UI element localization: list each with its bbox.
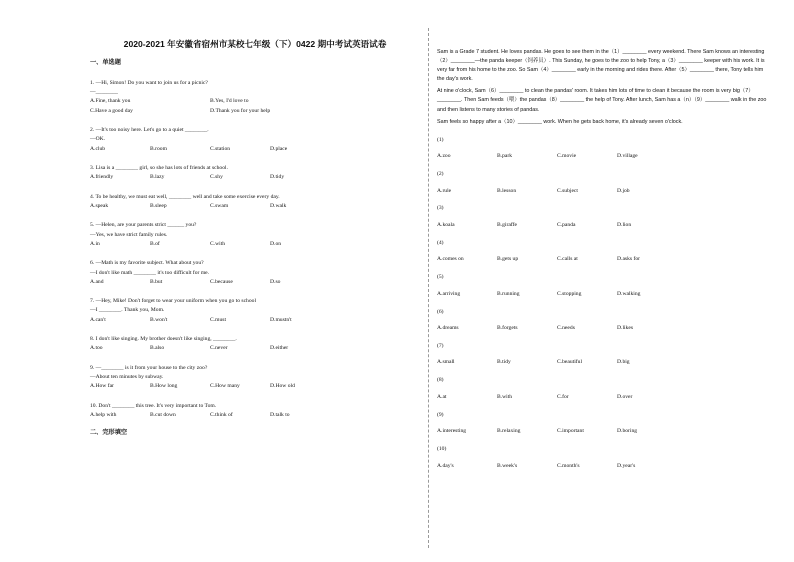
right-column bbox=[437, 48, 767, 471]
answer-option: C.subject bbox=[557, 187, 578, 194]
answer-option: B.relaxing bbox=[497, 428, 521, 435]
answer-option: B.tidy bbox=[497, 359, 511, 366]
answer-options bbox=[437, 324, 767, 333]
answer-options bbox=[90, 344, 420, 353]
answer-option: C.panda bbox=[557, 221, 576, 228]
answer-options bbox=[90, 382, 420, 391]
answer-option: C.stopping bbox=[557, 290, 582, 297]
answer-options bbox=[437, 187, 767, 196]
answer-option: B.lesson bbox=[497, 187, 517, 194]
answer-option: B.lazy bbox=[150, 174, 165, 181]
answer-options bbox=[90, 278, 420, 287]
cloze-question-number: (7) bbox=[437, 342, 444, 349]
answer-option: D.either bbox=[270, 345, 289, 352]
answer-option: A.help with bbox=[90, 411, 117, 418]
answer-option: D.walk bbox=[270, 202, 287, 209]
question-text: 7. —Hey, Mike! Don't forget to wear your uniform when you go to school bbox=[90, 298, 256, 305]
answer-options bbox=[90, 202, 420, 211]
answer-option: B.running bbox=[497, 290, 520, 297]
cloze-question bbox=[437, 376, 767, 402]
passage-paragraph: At nine o'clock, Sam（6）________ to clean the pandas' room. It takes him lots of time to clean it because the room is very big（7）________. Then Sam feeds（喂）the pandas（8）________ the help of Tony. After lunch, Sam has a（n）（9）________ walk in the zoo and then listens to many stories of pandas. bbox=[437, 88, 767, 113]
answer-option: A.koala bbox=[437, 221, 455, 228]
answer-option: D.on bbox=[270, 240, 282, 247]
cloze-question bbox=[437, 445, 767, 471]
answer-option: A.small bbox=[437, 359, 455, 366]
question-text: 1. —Hi, Simon! Do you want to join us for a picnic? bbox=[90, 80, 208, 86]
answer-option: C.for bbox=[557, 393, 569, 400]
answer-option: C.swam bbox=[210, 202, 229, 209]
question-text: 8. I don't like singing. My brother doesn't like singing, ________. bbox=[90, 336, 237, 343]
question-item bbox=[90, 402, 420, 420]
answer-option: A.friendly bbox=[90, 174, 114, 181]
question-text: —Yes, we have strict family rules. bbox=[90, 231, 168, 238]
question-item bbox=[90, 126, 420, 154]
question-item bbox=[90, 164, 420, 182]
answer-option: A.arriving bbox=[437, 290, 461, 297]
answer-option: C.think of bbox=[210, 411, 233, 418]
answer-option: D.Thank you for your help bbox=[210, 107, 271, 114]
answer-options bbox=[437, 462, 767, 471]
cloze-question-number: (4) bbox=[437, 239, 444, 246]
question-text: —About ten minutes by subway. bbox=[90, 374, 164, 381]
answer-options bbox=[90, 240, 420, 249]
answer-option: A.Fine, thank you bbox=[90, 98, 131, 105]
question-item bbox=[90, 259, 420, 287]
section-heading-single-choice: 一、单选题 bbox=[90, 59, 121, 66]
answer-option: D.mustn't bbox=[270, 316, 292, 323]
cloze-question-number: (9) bbox=[437, 411, 444, 418]
answer-option: A.dreams bbox=[437, 325, 459, 332]
answer-options bbox=[437, 255, 767, 264]
cloze-question bbox=[437, 273, 767, 299]
answer-option: C.important bbox=[557, 428, 584, 435]
question-text: 3. Lisa is a ________ girl, so she has lots of friends at school. bbox=[90, 165, 228, 172]
answer-option: D.so bbox=[270, 278, 281, 285]
answer-option: A.zoo bbox=[437, 153, 451, 160]
answer-option: B.won't bbox=[150, 316, 168, 323]
question-text: —________ bbox=[90, 89, 118, 96]
answer-option: C.shy bbox=[210, 174, 223, 181]
question-text: 4. To be healthy, we must eat well, ________ well and take some exercise every day. bbox=[90, 193, 280, 200]
answer-option: A.rule bbox=[437, 187, 452, 194]
answer-option: C.with bbox=[210, 240, 226, 247]
answer-option: D.over bbox=[617, 393, 633, 400]
answer-option: B.giraffe bbox=[497, 221, 517, 228]
answer-option: A.and bbox=[90, 278, 104, 285]
answer-option: D.job bbox=[617, 187, 630, 194]
cloze-question bbox=[437, 170, 767, 196]
answer-option: D.talk to bbox=[270, 411, 290, 418]
answer-option: C.month's bbox=[557, 462, 580, 469]
question-text: —OK. bbox=[90, 136, 106, 143]
question-item bbox=[90, 193, 420, 211]
cloze-question bbox=[437, 308, 767, 334]
answer-option: B.park bbox=[497, 153, 513, 160]
answer-options bbox=[90, 316, 420, 325]
question-text: 2. —It's too noisy here. Let's go to a quiet ________. bbox=[90, 127, 209, 134]
cloze-question bbox=[437, 411, 767, 437]
answer-option: D.place bbox=[270, 145, 288, 152]
answer-option: C.How many bbox=[210, 383, 240, 390]
cloze-question-number: (5) bbox=[437, 274, 444, 281]
question-text: 6. —Math is my favorite subject. What about you? bbox=[90, 260, 204, 267]
cloze-question-number: (3) bbox=[437, 205, 444, 212]
cloze-question-number: (2) bbox=[437, 170, 444, 177]
cloze-question-number: (6) bbox=[437, 308, 444, 315]
question-text: —I ________. Thank you, Mom. bbox=[90, 307, 165, 314]
answer-options bbox=[90, 411, 420, 420]
answer-option: D.big bbox=[617, 359, 630, 366]
answer-option: C.because bbox=[210, 278, 233, 285]
question-item bbox=[90, 364, 420, 392]
answer-option: D.tidy bbox=[270, 174, 285, 181]
answer-option: B.How long bbox=[150, 383, 178, 390]
answer-option: B.of bbox=[150, 240, 160, 247]
question-item bbox=[90, 335, 420, 353]
question-list bbox=[90, 79, 420, 420]
answer-option: A.too bbox=[90, 345, 103, 352]
answer-option: C.station bbox=[210, 145, 231, 152]
left-column bbox=[90, 38, 420, 449]
answer-options bbox=[437, 358, 767, 367]
answer-option: D.likes bbox=[617, 325, 634, 332]
answer-option: C.must bbox=[210, 316, 227, 323]
answer-option: C.needs bbox=[557, 325, 575, 332]
answer-option: A.speak bbox=[90, 202, 109, 209]
answer-option: D.year's bbox=[617, 462, 636, 469]
cloze-question bbox=[437, 136, 767, 162]
cloze-question-number: (8) bbox=[437, 377, 444, 384]
answer-option: B.but bbox=[150, 278, 163, 285]
answer-option: A.comes on bbox=[437, 256, 464, 263]
answer-option: C.beautiful bbox=[557, 359, 583, 366]
answer-option: D.village bbox=[617, 153, 638, 160]
passage-paragraph: Sam feels so happy after a（10）________ work. When he gets back home, it's already seven o'clock. bbox=[437, 118, 683, 125]
question-text: —I don't like math ________ it's too difficult for me. bbox=[90, 269, 210, 276]
question-text: 10. Don't ________ this tree. It's very important to Tom. bbox=[90, 402, 217, 409]
answer-options bbox=[90, 145, 420, 154]
answer-option: B.with bbox=[497, 393, 513, 400]
answer-option: D.asks for bbox=[617, 256, 640, 263]
cloze-question-number: (1) bbox=[437, 136, 444, 143]
answer-options bbox=[90, 173, 420, 182]
question-text: 9. —________ is it from your house to the city zoo? bbox=[90, 364, 208, 371]
answer-option: D.boring bbox=[617, 428, 638, 435]
answer-option: B.forgets bbox=[497, 325, 518, 332]
section-heading-cloze: 二、完形填空 bbox=[90, 429, 128, 437]
question-item bbox=[90, 297, 420, 325]
answer-option: A.at bbox=[437, 393, 447, 400]
answer-option: A.can't bbox=[90, 316, 106, 323]
page-title: 2020-2021 年安徽省宿州市某校七年级（下）0422 期中考试英语试卷 bbox=[123, 39, 387, 49]
answer-option: B.cut down bbox=[150, 411, 176, 418]
answer-option: B.also bbox=[150, 345, 165, 352]
answer-option: C.Have a good day bbox=[90, 107, 133, 114]
cloze-passage bbox=[437, 48, 767, 127]
answer-option: B.Yes, I'd love to bbox=[210, 98, 249, 105]
cloze-question bbox=[437, 342, 767, 368]
answer-option: D.walking bbox=[617, 290, 641, 297]
cloze-question-list bbox=[437, 136, 767, 471]
answer-options bbox=[437, 221, 767, 230]
cloze-question bbox=[437, 204, 767, 230]
answer-option: D.How old bbox=[270, 383, 295, 390]
answer-option: A.in bbox=[90, 240, 100, 247]
page-divider bbox=[428, 28, 429, 548]
answer-option: A.interesting bbox=[437, 428, 467, 435]
answer-option: A.club bbox=[90, 145, 106, 152]
answer-option: C.movie bbox=[557, 153, 577, 160]
answer-option: A.day's bbox=[437, 462, 454, 469]
answer-option: B.sleep bbox=[150, 202, 167, 209]
answer-option: C.never bbox=[210, 345, 228, 352]
answer-option: B.week's bbox=[497, 462, 518, 469]
cloze-question-number: (10) bbox=[437, 446, 447, 453]
question-item bbox=[90, 221, 420, 249]
answer-option: B.gets up bbox=[497, 256, 519, 263]
answer-options bbox=[437, 152, 767, 161]
answer-options bbox=[437, 290, 767, 299]
answer-option: B.room bbox=[150, 145, 167, 152]
question-text: 5. —Helen, are your parents strict ______ you? bbox=[90, 222, 197, 229]
answer-option: C.calls at bbox=[557, 256, 578, 263]
answer-options bbox=[437, 393, 767, 402]
passage-paragraph: Sam is a Grade 7 student. He loves pandas. He goes to see them in the（1）________ every weekend. There Sam knows an interesting（2）________—the panda keeper（饲养员）. This Sunday, he goes to the zoo to help Tony, a（3）________ keeper with his work. It is very far from his home to the zoo. So Sam（4）________ early in the morning and rides there. After（5）________ there, Tony tells him the day's work. bbox=[437, 49, 765, 83]
answer-options bbox=[90, 97, 420, 115]
question-item bbox=[90, 79, 420, 116]
answer-option: A.How far bbox=[90, 383, 114, 390]
answer-option: D.lion bbox=[617, 221, 632, 228]
cloze-question bbox=[437, 239, 767, 265]
answer-options bbox=[437, 427, 767, 436]
